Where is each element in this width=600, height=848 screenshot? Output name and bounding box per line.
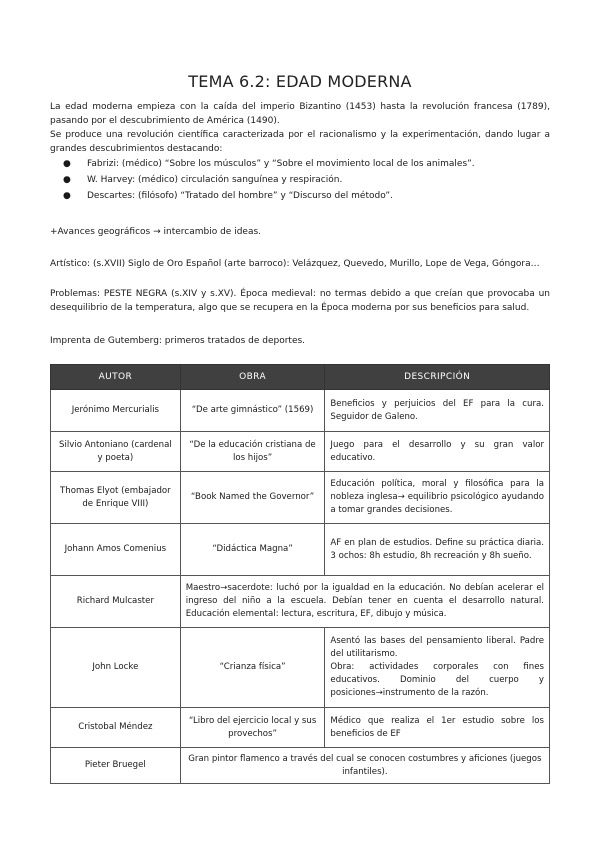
descripcion-cell: Maestro→sacerdote: luchó por la igualdad en la educación. No debían acelerar el ingreso del niño a la escuela. Debían tener en cuenta el desarrollo natural. Educación elemental: lectura, escritura, EF, dibujo y música. [180, 576, 549, 628]
intro-paragraph-2: Se produce una revolución científica caracterizada por el racionalismo y la experimentación, dando lugar a grandes descubrimientos destacando: [50, 130, 550, 154]
table-row [51, 524, 550, 576]
obra-cell: “Crianza física” [180, 628, 325, 708]
avances-paragraph: +Avances geográficos → intercambio de ideas. [50, 227, 262, 237]
autor-cell: Pieter Bruegel [51, 748, 181, 784]
authors-table [50, 364, 550, 784]
obra-cell: “Didáctica Magna” [180, 524, 325, 576]
descripcion-cell: AF en plan de estudios. Define su práctica diaria. 3 ochos: 8h estudio, 8h recreación y 8h sueño. [325, 524, 550, 576]
obra-cell: “Book Named the Governor” [180, 472, 325, 524]
autor-cell: Thomas Elyot (embajador de Enrique VIII) [51, 472, 181, 524]
obra-cell: “De arte gimnástico” (1569) [180, 390, 325, 432]
table-row [51, 628, 550, 708]
list-item: ● Descartes: (filósofo) “Tratado del hombre” y “Discurso del método”. [50, 188, 550, 204]
descripcion-cell: Juego para el desarrollo y su gran valor educativo. [325, 432, 550, 472]
table-row [51, 472, 550, 524]
descripcion-cell: Educación política, moral y filosófica para la nobleza inglesa→ equilibrio psicológico ayudando a tomar grandes decisiones. [325, 472, 550, 524]
descripcion-cell: Médico que realiza el 1er estudio sobre los beneficios de EF [325, 708, 550, 748]
autor-cell: Silvio Antoniano (cardenal y poeta) [51, 432, 181, 472]
descripcion-cell: Beneficios y perjuicios del EF para la cura. Seguidor de Galeno. [325, 390, 550, 432]
autor-cell: Johann Amos Comenius [51, 524, 181, 576]
obra-cell: “Libro del ejercicio local y sus provechos” [180, 708, 325, 748]
autor-cell: Richard Mulcaster [51, 576, 181, 628]
table-row [51, 390, 550, 432]
descripcion-part: Obra: actividades corporales con fines educativos. Dominio del cuerpo y posiciones→instrumento de la razón. [330, 662, 544, 698]
descripcion-cell [325, 628, 550, 708]
descripcion-cell: Gran pintor flamenco a través del cual se conocen costumbres y aficiones (juegos infantiles). [180, 748, 549, 784]
descripcion-part: Asentó las bases del pensamiento liberal. Padre del utilitarismo. [330, 636, 544, 659]
obra-cell: “De la educación cristiana de los hijos” [180, 432, 325, 472]
list-item: ● Fabrizi: (médico) “Sobre los músculos” y “Sobre el movimiento local de los animales”. [50, 156, 550, 172]
intro-paragraph-1: La edad moderna empieza con la caída del imperio Bizantino (1453) hasta la revolución francesa (1789), pasando por el descubrimiento de América (1490). [50, 102, 550, 126]
autor-cell: Cristobal Méndez [51, 708, 181, 748]
table-row [51, 432, 550, 472]
header-descripcion: DESCRIPCIÓN [325, 365, 550, 390]
autor-cell: Jerónimo Mercurialis [51, 390, 181, 432]
artistico-paragraph: Artístico: (s.XVII) Siglo de Oro Español (arte barroco): Velázquez, Quevedo, Murillo, Lope de Vega, Góngora… [50, 259, 540, 269]
bullet-icon: ● [63, 159, 71, 169]
header-autor: AUTOR [51, 365, 181, 390]
bullet-icon: ● [63, 191, 71, 201]
autor-cell: John Locke [51, 628, 181, 708]
header-obra: OBRA [180, 365, 325, 390]
table-header-row [51, 365, 550, 390]
problemas-paragraph: Problemas: PESTE NEGRA (s.XIV y s.XV). Época medieval: no termas debido a que creían que provocaba un desequilibrio de la temperatura, algo que se recupera en la Época moderna por sus beneficios para salud. [50, 289, 550, 313]
list-item: ● W. Harvey: (médico) circulación sanguínea y respiración. [50, 172, 550, 188]
imprenta-paragraph: Imprenta de Gutemberg: primeros tratados de deportes. [50, 336, 306, 346]
table-row [51, 576, 550, 628]
bullet-icon: ● [63, 175, 71, 185]
intro-section [50, 100, 550, 204]
discoveries-list [50, 156, 550, 204]
table-row [51, 748, 550, 784]
table-row [51, 708, 550, 748]
page-title: TEMA 6.2: EDAD MODERNA [188, 72, 412, 91]
